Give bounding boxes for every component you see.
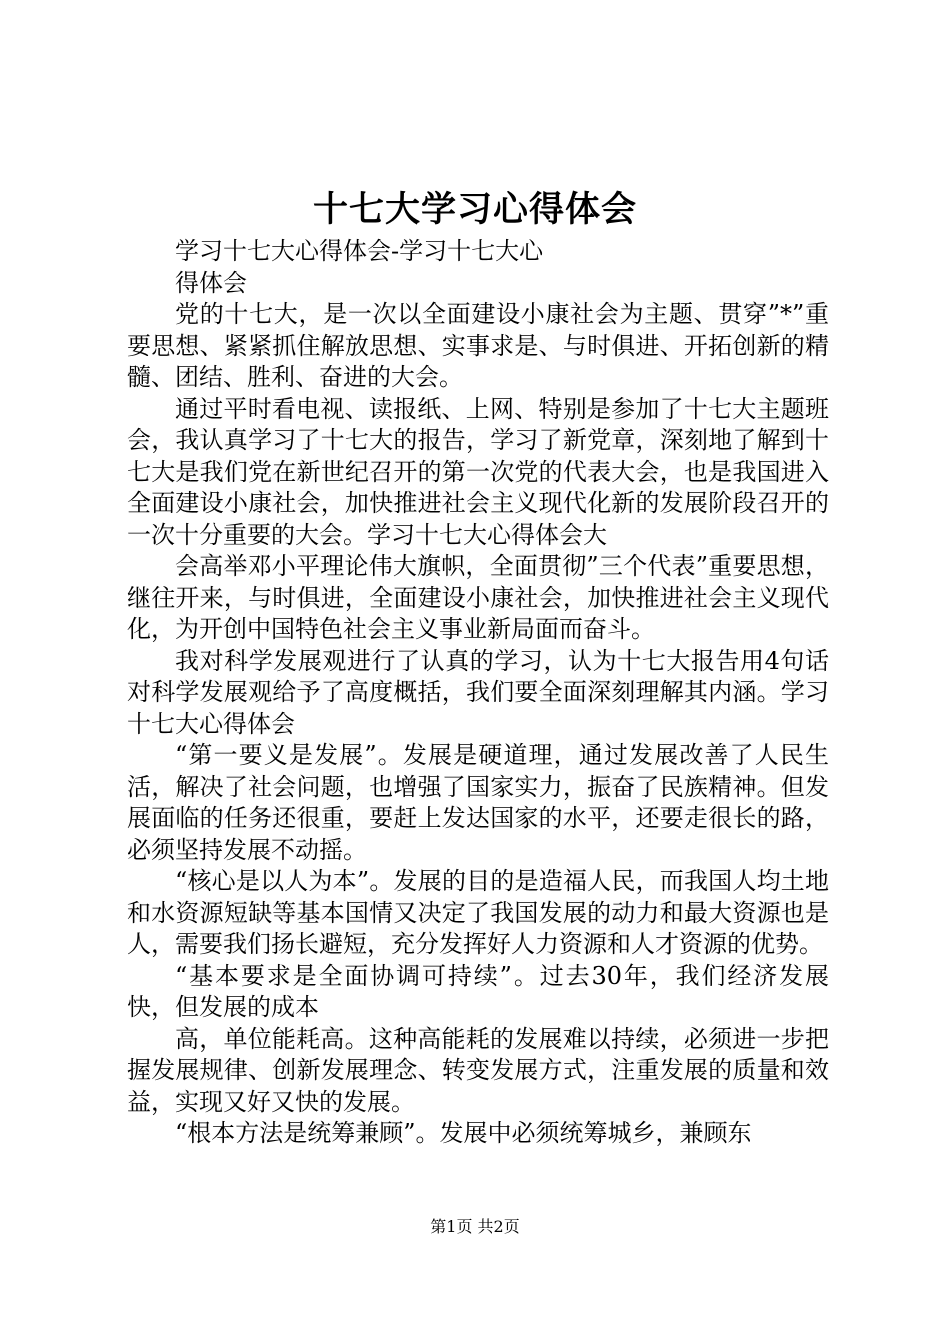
paragraph: “基本要求是全面协调可持续”。过去30年，我们经济发展快，但发展的成本 [127, 961, 829, 1021]
paragraph: 通过平时看电视、读报纸、上网、特别是参加了十七大主题班会，我认真学习了十七大的报告，学习了新党章，深刻地了解到十七大是我们党在新世纪召开的第一次党的代表大会，也是我国进入全面建设小康社会，加快推进社会主义现代化新的发展阶段召开的一次十分重要的大会。学习十七大心得体会大 [127, 394, 829, 549]
page-footer: 第1页 共2页 [430, 1217, 520, 1236]
paragraph: 得体会 [175, 268, 247, 297]
paragraph: 学习十七大心得体会-学习十七大心 [175, 237, 544, 265]
paragraph: 党的十七大，是一次以全面建设小康社会为主题、贯穿”*”重要思想、紧紧抓住解放思想、实事求是、与时俱进、开拓创新的精髓、团结、胜利、奋进的大会。 [127, 300, 829, 391]
document-title: 十七大学习心得体会 [312, 189, 637, 230]
paragraph: “根本方法是统筹兼顾”。发展中必须统筹城乡，兼顾东 [175, 1119, 752, 1147]
paragraph: “第一要义是发展”。发展是硬道理，通过发展改善了人民生活，解决了社会问题，也增强了国家实力，振奋了民族精神。但发展面临的任务还很重，要赶上发达国家的水平，还要走很长的路，必须坚持发展不动摇。 [127, 741, 829, 864]
paragraph: 会高举邓小平理论伟大旗帜，全面贯彻”三个代表”重要思想，继往开来，与时俱进，全面建设小康社会，加快推进社会主义现代化，为开创中国特色社会主义事业新局面而奋斗。 [127, 552, 829, 643]
document-body [127, 236, 829, 1150]
paragraph: 高，单位能耗高。这种高能耗的发展难以持续，必须进一步把握发展规律、创新发展理念、转变发展方式，注重发展的质量和效益，实现又好又快的发展。 [127, 1024, 829, 1116]
paragraph: 我对科学发展观进行了认真的学习，认为十七大报告用4句话对科学发展观给予了高度概括，我们要全面深刻理解其内涵。学习十七大心得体会 [127, 646, 829, 738]
paragraph: “核心是以人为本”。发展的目的是造福人民，而我国人均土地和水资源短缺等基本国情又决定了我国发展的动力和最大资源也是人，需要我们扬长避短，充分发挥好人力资源和人才资源的优势。 [127, 867, 829, 958]
